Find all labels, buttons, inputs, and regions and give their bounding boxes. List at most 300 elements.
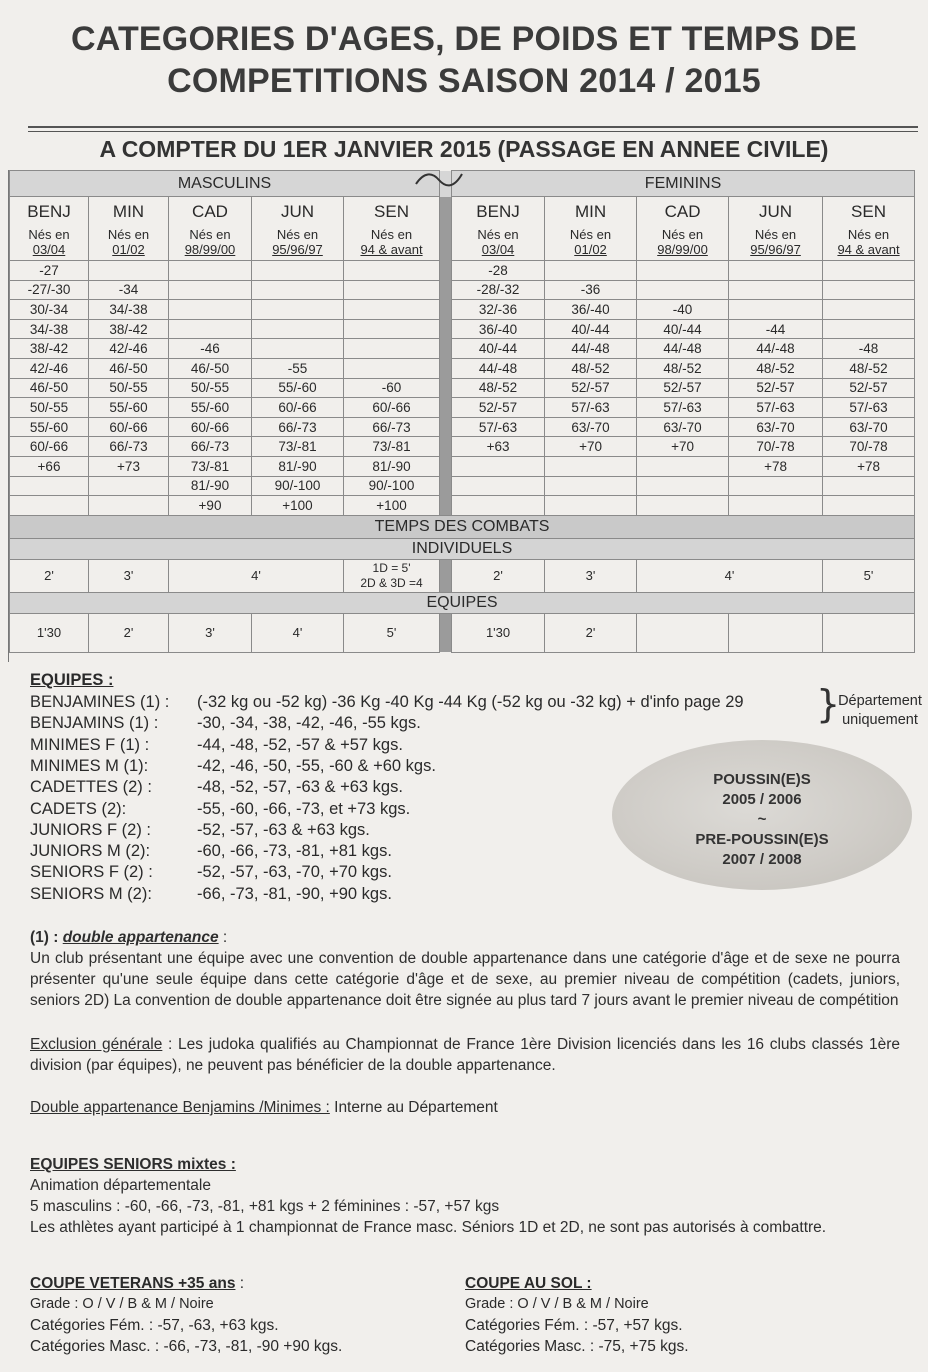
weight-cell: 60/-66 [344, 398, 440, 418]
category-code: CAD [192, 202, 228, 221]
individuels-band [10, 538, 915, 559]
weight-row [10, 261, 915, 281]
weight-cell: 55/-60 [89, 398, 169, 418]
weight-cell: 50/-55 [10, 398, 89, 418]
weight-cell: 90/-100 [344, 476, 440, 496]
weight-cell [637, 280, 729, 300]
equipes-list-item [30, 777, 403, 798]
column-separator [440, 319, 452, 339]
equipes-list-item [30, 713, 421, 734]
column-separator [440, 559, 452, 592]
weight-cell: 30/-34 [10, 300, 89, 320]
category-code: SEN [374, 202, 409, 221]
weight-cell [637, 261, 729, 281]
category-years: 94 & avant [837, 242, 900, 257]
weight-cell: 34/-38 [89, 300, 169, 320]
oval-line-4: PRE-POUSSIN(E)S [695, 831, 829, 848]
weight-cell [10, 496, 89, 516]
time-cell: 1'30 [10, 613, 89, 652]
weight-cell [545, 496, 637, 516]
time-cell [637, 613, 729, 652]
equipes-category: JUNIORS F (2) : [30, 820, 152, 839]
weight-cell [637, 456, 729, 476]
equipes-category: BENJAMINES (1) : [30, 693, 170, 711]
equipes-list-item [30, 756, 436, 777]
sol-title: COUPE AU SOL : [465, 1275, 592, 1292]
weight-cell: 40/-44 [452, 339, 545, 359]
masc-category-sen [344, 197, 440, 261]
exclusion-label: Exclusion générale [30, 1036, 163, 1053]
weight-row [10, 378, 915, 398]
department-line-1: Département [838, 693, 922, 709]
weight-cell: 48/-52 [545, 358, 637, 378]
sol-fem: Catégories Fém. : -57, +57 kgs. [465, 1317, 683, 1334]
equipes-weights: -42, -46, -50, -55, -60 & +60 kgs. [197, 756, 436, 775]
weight-cell: 52/-57 [545, 378, 637, 398]
weight-cell: 60/-66 [169, 417, 252, 437]
equipes-category: SENIORS M (2): [30, 884, 152, 903]
weight-cell [823, 476, 915, 496]
time-cell: 4' [169, 559, 344, 592]
weight-cell [545, 476, 637, 496]
weight-cell [252, 261, 344, 281]
weight-cell: -44 [729, 319, 823, 339]
equipes-list-item [30, 799, 410, 820]
note-colon: : [218, 929, 228, 946]
category-years: 95/96/97 [272, 242, 323, 257]
equipes-category: CADETS (2): [30, 799, 127, 818]
weight-cell [823, 300, 915, 320]
weight-cell: 81/-90 [252, 456, 344, 476]
column-separator [440, 613, 452, 652]
weight-cell: 38/-42 [10, 339, 89, 359]
weight-row [10, 456, 915, 476]
category-born: Nés en [569, 227, 612, 242]
weight-cell [637, 476, 729, 496]
weight-cell: 36/-40 [452, 319, 545, 339]
individuels-label: INDIVIDUELS [10, 538, 915, 559]
equipes-band [10, 592, 915, 613]
weight-cell [545, 261, 637, 281]
weight-cell: 70/-78 [729, 437, 823, 457]
category-born: Nés en [661, 227, 704, 242]
sol-grade: Grade : O / V / B & M / Noire [465, 1296, 649, 1312]
weight-cell: 44/-48 [637, 339, 729, 359]
weight-cell: 40/-44 [545, 319, 637, 339]
category-years: 03/04 [32, 242, 66, 257]
weight-row [10, 417, 915, 437]
weight-cell [823, 496, 915, 516]
weight-cell: 36/-40 [545, 300, 637, 320]
weight-cell: 55/-60 [10, 417, 89, 437]
column-separator [440, 496, 452, 516]
column-separator [440, 378, 452, 398]
time-cell [729, 613, 823, 652]
weight-row [10, 358, 915, 378]
weight-cell: 48/-52 [729, 358, 823, 378]
category-born: Nés en [276, 227, 319, 242]
category-born: Nés en [189, 227, 231, 242]
weight-cell: -28/-32 [452, 280, 545, 300]
weight-cell: +73 [89, 456, 169, 476]
equipes-label: EQUIPES [10, 592, 915, 613]
weight-cell [452, 476, 545, 496]
equipes-times-row [10, 613, 915, 652]
weight-cell [252, 319, 344, 339]
weight-cell [823, 261, 915, 281]
note-prefix: (1) : [30, 929, 63, 946]
weight-cell [10, 476, 89, 496]
weight-cell: 57/-63 [452, 417, 545, 437]
mixtes-title: EQUIPES SENIORS mixtes : [30, 1156, 236, 1173]
weight-cell: -28 [452, 261, 545, 281]
masc-category-cad [169, 197, 252, 261]
weight-cell: 90/-100 [252, 476, 344, 496]
weight-cell [169, 280, 252, 300]
time-cell: 3' [545, 559, 637, 592]
weight-cell: 66/-73 [89, 437, 169, 457]
mixtes-line-2: 5 masculins : -60, -66, -73, -81, +81 kgs + 2 féminines : -57, +57 kgs [30, 1198, 500, 1215]
equipes-weights: -30, -34, -38, -42, -46, -55 kgs. [197, 714, 421, 733]
title-line-1: CATEGORIES D'AGES, DE POIDS ET TEMPS DE [70, 20, 858, 58]
benjamins-minimes-body: Interne au Département [329, 1099, 498, 1116]
temps-band [10, 515, 915, 538]
mixtes-line-3: Les athlètes ayant participé à 1 championnat de France masc. Séniors 1D et 2D, ne sont pas autorisés à combattre. [30, 1219, 827, 1236]
column-separator [440, 261, 452, 281]
category-years: 94 & avant [360, 242, 423, 257]
weight-row [10, 280, 915, 300]
weight-row [10, 319, 915, 339]
weight-cell [89, 496, 169, 516]
mixtes-heading [30, 1154, 900, 1175]
weight-cell [344, 339, 440, 359]
category-born: Nés en [477, 227, 519, 242]
department-note [830, 692, 928, 730]
equipes-weights: -52, -57, -63 & +63 kgs. [197, 820, 370, 839]
category-code: JUN [280, 202, 315, 221]
weight-cell: 66/-73 [169, 437, 252, 457]
masc-category-benj [10, 197, 89, 261]
weight-cell: +66 [10, 456, 89, 476]
sol-heading [465, 1273, 592, 1294]
weight-cell [637, 496, 729, 516]
weight-cell [252, 280, 344, 300]
weight-cell [729, 261, 823, 281]
fem-category-min [545, 197, 637, 261]
weight-cell: -55 [252, 358, 344, 378]
veterans-heading [30, 1273, 244, 1294]
time-cell: 4' [637, 559, 823, 592]
weight-cell [169, 300, 252, 320]
category-born: Nés en [107, 227, 150, 242]
oval-line-1: POUSSIN(E)S [713, 771, 811, 788]
category-years: 95/96/97 [750, 242, 801, 257]
category-years: 01/02 [112, 242, 145, 257]
masculins-header: MASCULINS [10, 171, 440, 197]
double-appartenance-text: Un club présentant une équipe avec une convention de double appartenance dans une catégorie d'âge et de sexe ne pourra présenter qu'une seule équipe dans cette catégorie d'âge et de sexe, au premier niveau de compétition (cadets, juniors, seniors 2D) La convention de double appartenance doit être signée au plus tard 7 jours avant le premier niveau de compétition [30, 950, 900, 1009]
weight-row [10, 300, 915, 320]
equipes-category: SENIORS F (2) : [30, 863, 153, 882]
category-code: CAD [664, 202, 701, 221]
weight-cell: 42/-46 [89, 339, 169, 359]
weight-cell [729, 476, 823, 496]
equipes-list-item [30, 862, 392, 883]
equipes-category: BENJAMINS (1) : [30, 714, 159, 733]
weight-row [10, 398, 915, 418]
benjamins-minimes-label: Double appartenance Benjamins /Minimes : [30, 1099, 330, 1116]
weight-cell [344, 280, 440, 300]
weight-cell [823, 319, 915, 339]
equipes-weights: -60, -66, -73, -81, +81 kgs. [197, 842, 392, 861]
benjamins-minimes-note [30, 1097, 900, 1118]
weight-cell: -60 [344, 378, 440, 398]
weight-cell: 32/-36 [452, 300, 545, 320]
weight-cell [344, 300, 440, 320]
weight-row [10, 437, 915, 457]
weight-cell: +78 [729, 456, 823, 476]
categories-table [9, 170, 915, 653]
category-born: Nés en [847, 227, 890, 242]
weight-cell: 44/-48 [729, 339, 823, 359]
weight-cell: 46/-50 [169, 358, 252, 378]
category-years: 98/99/00 [657, 242, 708, 257]
weight-cell: 48/-52 [637, 358, 729, 378]
weight-cell: -36 [545, 280, 637, 300]
title-line-2: COMPETITIONS SAISON 2014 / 2015 [167, 62, 761, 100]
weight-cell: 57/-63 [823, 398, 915, 418]
oval-line-2: 2005 / 2006 [722, 791, 802, 808]
weight-cell: 40/-44 [637, 319, 729, 339]
weight-cell: +70 [545, 437, 637, 457]
time-cell: 2' [10, 559, 89, 592]
category-code: MIN [112, 202, 145, 221]
equipes-category: MINIMES M (1): [30, 756, 149, 775]
weight-cell: 60/-66 [10, 437, 89, 457]
subtitle: A COMPTER DU 1ER JANVIER 2015 (PASSAGE EN ANNEE CIVILE) [99, 136, 829, 162]
weight-cell: 55/-60 [169, 398, 252, 418]
weight-cell: 63/-70 [729, 417, 823, 437]
equipes-category: CADETTES (2) : [30, 778, 152, 797]
category-code: MIN [574, 202, 607, 221]
temps-des-combats-label: TEMPS DES COMBATS [10, 515, 915, 538]
equipes-list-item [30, 820, 370, 841]
category-code: SEN [851, 202, 887, 221]
weight-cell: 48/-52 [452, 378, 545, 398]
category-years: 03/04 [481, 242, 515, 257]
equipes-weights: -66, -73, -81, -90, +90 kgs. [197, 884, 392, 903]
category-years: 98/99/00 [184, 242, 236, 257]
weight-cell: 70/-78 [823, 437, 915, 457]
weight-cell: 50/-55 [89, 378, 169, 398]
column-separator [440, 280, 452, 300]
equipes-weights: -44, -48, -52, -57 & +57 kgs. [197, 735, 403, 754]
time-cell: 2' [89, 613, 169, 652]
column-separator [440, 456, 452, 476]
weight-cell: 57/-63 [729, 398, 823, 418]
weight-cell: -27/-30 [10, 280, 89, 300]
category-header-row [10, 197, 915, 261]
weight-cell: 73/-81 [252, 437, 344, 457]
time-cell: 5' [344, 613, 440, 652]
time-cell: 1'30 [452, 613, 545, 652]
equipes-category: JUNIORS M (2): [30, 842, 151, 861]
column-separator [440, 300, 452, 320]
department-line-2: uniquement [842, 712, 918, 728]
category-born: Nés en [28, 227, 70, 242]
individuels-times-row [10, 559, 915, 592]
weight-cell: 52/-57 [452, 398, 545, 418]
weight-cell [545, 456, 637, 476]
time-cell: 2' [452, 559, 545, 592]
weight-cell: +63 [452, 437, 545, 457]
weight-cell [252, 339, 344, 359]
weight-cell: 44/-48 [545, 339, 637, 359]
masc-category-min [89, 197, 169, 261]
brace-icon: } [816, 682, 841, 726]
weight-cell: 50/-55 [169, 378, 252, 398]
time-cell [823, 613, 915, 652]
weight-row [10, 496, 915, 516]
column-separator [440, 339, 452, 359]
veterans-masc: Catégories Masc. : -66, -73, -81, -90 +90 kgs. [30, 1338, 343, 1355]
category-code: BENJ [27, 202, 71, 221]
masc-category-jun [252, 197, 344, 261]
poussins-oval [612, 740, 912, 890]
title-rule [28, 126, 918, 128]
weight-cell: 52/-57 [823, 378, 915, 398]
weight-cell: 38/-42 [89, 319, 169, 339]
weight-cell: +100 [252, 496, 344, 516]
column-separator [440, 197, 452, 261]
weight-cell: 81/-90 [169, 476, 252, 496]
category-code: JUN [759, 202, 793, 221]
weight-cell [169, 261, 252, 281]
title-rule-thin [28, 131, 918, 132]
weight-cell [452, 456, 545, 476]
fem-category-cad [637, 197, 729, 261]
exclusion-text [30, 1034, 900, 1076]
weight-cell: +100 [344, 496, 440, 516]
weight-cell: 60/-66 [89, 417, 169, 437]
weight-cell: 60/-66 [252, 398, 344, 418]
weight-cell: 46/-50 [89, 358, 169, 378]
weight-cell: -46 [169, 339, 252, 359]
column-separator [440, 437, 452, 457]
weight-row [10, 339, 915, 359]
weight-cell: -34 [89, 280, 169, 300]
weight-cell: +90 [169, 496, 252, 516]
weight-cell: 73/-81 [169, 456, 252, 476]
time-cell: 2' [545, 613, 637, 652]
weight-cell: 57/-63 [637, 398, 729, 418]
time-cell-seniors [344, 559, 440, 592]
equipes-title: EQUIPES : [30, 671, 114, 689]
weight-cell: 66/-73 [252, 417, 344, 437]
column-separator [440, 476, 452, 496]
weight-row [10, 476, 915, 496]
equipes-list-item [30, 735, 403, 756]
weight-cell: +78 [823, 456, 915, 476]
weight-cell: 63/-70 [637, 417, 729, 437]
equipes-category: MINIMES F (1) : [30, 735, 150, 754]
seniors-time-1d: 1D = 5' [372, 560, 411, 575]
time-cell: 4' [252, 613, 344, 652]
weight-cell: 34/-38 [10, 319, 89, 339]
weight-cell: 52/-57 [729, 378, 823, 398]
weight-cell: 81/-90 [344, 456, 440, 476]
weight-cell [729, 280, 823, 300]
weight-cell: 57/-63 [545, 398, 637, 418]
veterans-grade: Grade : O / V / B & M / Noire [30, 1296, 214, 1312]
weight-cell [169, 319, 252, 339]
weight-cell: 63/-70 [545, 417, 637, 437]
weight-cell [344, 358, 440, 378]
feminins-header: FEMININS [452, 171, 915, 197]
weight-cell: 42/-46 [10, 358, 89, 378]
oval-line-3: ~ [757, 811, 767, 828]
sol-masc: Catégories Masc. : -75, +75 kgs. [465, 1338, 689, 1355]
weight-cell: 48/-52 [823, 358, 915, 378]
veterans-colon: : [235, 1275, 245, 1292]
weight-cell [344, 319, 440, 339]
weight-cell: 46/-50 [10, 378, 89, 398]
weight-cell [823, 280, 915, 300]
left-margin-mark [0, 170, 9, 662]
weight-cell: 66/-73 [344, 417, 440, 437]
weight-cell: 63/-70 [823, 417, 915, 437]
weight-cell [729, 300, 823, 320]
weight-cell: -48 [823, 339, 915, 359]
weight-cell [89, 476, 169, 496]
fem-category-sen [823, 197, 915, 261]
column-separator [440, 358, 452, 378]
weight-cell: -40 [637, 300, 729, 320]
veterans-fem: Catégories Fém. : -57, -63, +63 kgs. [30, 1317, 279, 1334]
weight-cell [729, 496, 823, 516]
equipes-weights: -52, -57, -63, -70, +70 kgs. [197, 863, 392, 882]
category-years: 01/02 [574, 242, 607, 257]
weight-cell [252, 300, 344, 320]
mixtes-line-1: Animation départementale [30, 1177, 211, 1194]
veterans-title: COUPE VETERANS +35 ans [30, 1275, 236, 1292]
time-cell: 5' [823, 559, 915, 592]
weight-cell [89, 261, 169, 281]
equipes-weights: (-32 kg ou -52 kg) -36 Kg -40 Kg -44 Kg (-52 kg ou -32 kg) + d'info page 29 [197, 693, 744, 711]
column-separator [440, 398, 452, 418]
exclusion-body: : Les judoka qualifiés au Championnat de France 1ère Division licenciés dans les 16 clubs classés 1ère division (par équipes), ne peuvent pas bénéficier de la double appartenance. [30, 1036, 900, 1074]
weight-cell: 52/-57 [637, 378, 729, 398]
time-cell: 3' [169, 613, 252, 652]
weight-cell: +70 [637, 437, 729, 457]
category-born: Nés en [370, 227, 413, 242]
oval-line-5: 2007 / 2008 [722, 851, 802, 868]
fem-category-benj [452, 197, 545, 261]
equipes-list-item [30, 692, 744, 713]
page-title [20, 18, 908, 102]
column-separator [440, 417, 452, 437]
time-cell: 3' [89, 559, 169, 592]
category-born: Nés en [754, 227, 797, 242]
seniors-time-2d3d: 2D & 3D =4 [360, 575, 423, 590]
wave-ornament [414, 168, 464, 192]
weight-cell: 44/-48 [452, 358, 545, 378]
weight-cell: 55/-60 [252, 378, 344, 398]
weight-cell: -27 [10, 261, 89, 281]
weight-cell [452, 496, 545, 516]
category-code: BENJ [476, 202, 520, 221]
equipes-list-item [30, 841, 392, 862]
weight-cell [344, 261, 440, 281]
